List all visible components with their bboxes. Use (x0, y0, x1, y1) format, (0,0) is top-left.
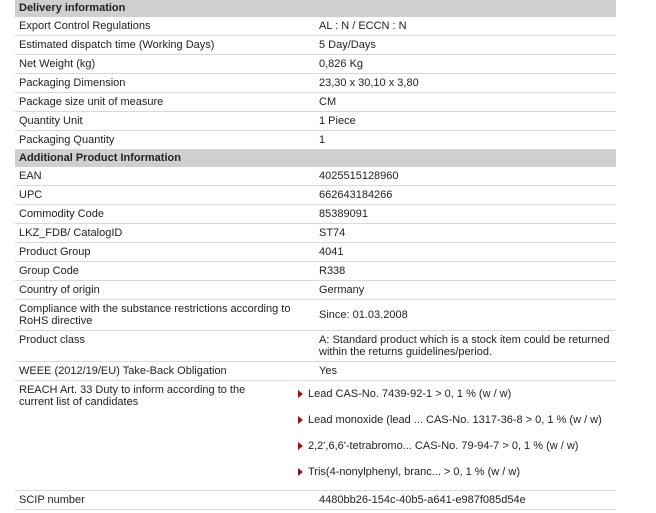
table-row (15, 186, 616, 205)
table-row (15, 224, 616, 243)
table-row (15, 17, 616, 36)
row-value: 1 Piece (319, 115, 356, 127)
row-value: R338 (319, 265, 346, 277)
row-label: Estimated dispatch time (Working Days) (19, 39, 215, 51)
row-value: 0,826 Kg (319, 58, 364, 70)
product-class-value: A: Standard product which is a stock item could be returned within the returns guidelines/period. (319, 334, 610, 358)
product-class-label: Product class (19, 334, 86, 346)
row-label: Net Weight (kg) (19, 58, 96, 70)
row-label: Commodity Code (19, 208, 104, 220)
row-label: Group Code (19, 265, 79, 277)
row-value: 4025515128960 (319, 170, 399, 182)
reach-substance-item[interactable] (286, 433, 616, 459)
row-label: Package size unit of measure (19, 96, 164, 108)
reach-label: REACH Art. 33 Duty to inform according to the current list of candidates (19, 384, 246, 408)
reach-substance-list (286, 381, 616, 485)
table-row (15, 55, 616, 74)
reach-row (15, 381, 616, 491)
row-label: LKZ_FDB/ CatalogID (19, 227, 123, 239)
table-row (15, 93, 616, 112)
row-label: Country of origin (19, 284, 100, 296)
table-row (15, 74, 616, 93)
row-label: EAN (19, 170, 42, 182)
row-value: AL : N / ECCN : N (319, 20, 407, 32)
row-label: Packaging Quantity (19, 134, 115, 146)
triangle-right-icon (298, 416, 303, 424)
row-label: UPC (19, 189, 43, 201)
triangle-right-icon (298, 442, 303, 450)
delivery-information-header: Delivery information (15, 0, 616, 17)
table-row (15, 281, 616, 300)
row-value: 5 Day/Days (319, 39, 376, 51)
reach-substance-text: 2,2',6,6'-tetrabromo... CAS-No. 79-94-7 > 0, 1 % (w / w) (308, 440, 579, 452)
table-row (15, 112, 616, 131)
row-value: CM (319, 96, 337, 108)
row-label: Packaging Dimension (19, 77, 126, 89)
scip-value: 4480bb26-154c-40b5-a641-e987f085d54e (319, 494, 526, 506)
scip-row (15, 491, 616, 510)
row-value: 662643184266 (319, 189, 393, 201)
row-value: 1 (319, 134, 326, 146)
row-label: Quantity Unit (19, 115, 83, 127)
row-value: 4041 (319, 246, 344, 258)
weee-label: WEEE (2012/19/EU) Take-Back Obligation (19, 365, 227, 377)
product-details-table (15, 0, 616, 510)
reach-substance-item[interactable] (286, 459, 616, 485)
row-value: 23,30 x 30,10 x 3,80 (319, 77, 419, 89)
row-value: Germany (319, 284, 365, 296)
row-label: Export Control Regulations (19, 20, 151, 32)
reach-value (282, 381, 616, 490)
reach-substance-text: Lead CAS-No. 7439-92-1 > 0, 1 % (w / w) (308, 388, 512, 400)
weee-value: Yes (319, 365, 337, 377)
table-row (15, 131, 616, 150)
reach-substance-item[interactable] (286, 381, 616, 407)
scip-label: SCIP number (19, 494, 85, 506)
reach-substance-item[interactable] (286, 407, 616, 433)
weee-row (15, 362, 616, 381)
row-label: Product Group (19, 246, 91, 258)
row-value: 85389091 (319, 208, 368, 220)
reach-substance-text: Lead monoxide (lead ... CAS-No. 1317-36-8 > 0, 1 % (w / w) (308, 414, 602, 426)
row-value: ST74 (319, 227, 346, 239)
table-row (15, 262, 616, 281)
table-row (15, 36, 616, 55)
table-row (15, 243, 616, 262)
table-row (15, 205, 616, 224)
rohs-label: Compliance with the substance restrictions according to RoHS directive (19, 303, 291, 327)
triangle-right-icon (298, 468, 303, 476)
additional-product-information-header: Additional Product Information (15, 150, 616, 167)
reach-substance-text: Tris(4-nonylphenyl, branc... > 0, 1 % (w / w) (308, 466, 521, 478)
rohs-value: Since: 01.03.2008 (319, 309, 408, 321)
table-row (15, 167, 616, 186)
product-class-row (15, 331, 616, 362)
triangle-right-icon (298, 390, 303, 398)
rohs-row (15, 300, 616, 331)
